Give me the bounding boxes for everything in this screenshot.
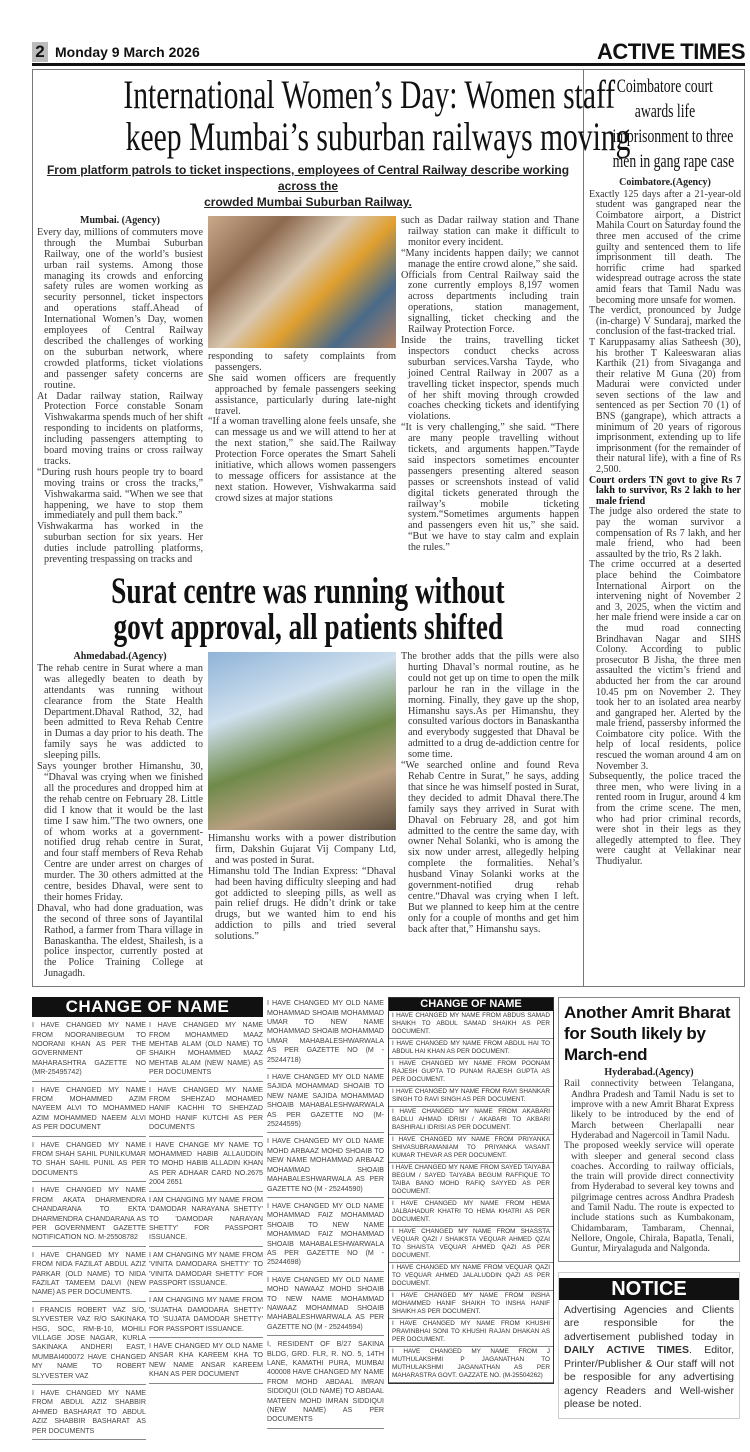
page-header: [32, 40, 745, 66]
headline-line: govt approval, all patients shifted: [113, 607, 503, 648]
notice-text: [559, 1304, 739, 1412]
classified-ad: I HAVE CHANGED MY NAME FROM AKABARI BADLU AHMAD IDRISI / AKABARI TO AKBARI BASHIRALI IDRISI AS PER DOCUMENT.: [389, 1107, 553, 1135]
box-title: CHANGE OF NAME: [389, 998, 553, 1011]
paragraph: The brother adds that the pills were also hurting Dhaval’s normal routine, as he could not get up on time to open the milk parlour he ran in the village in the morning. Finally, they gave up the shop, Himanshu says.As per Himanshu, they consulted various doctors in Banaskantha and everybody suggested that Dhaval be admitted to a drug de-addiction centre for some time.: [401, 651, 579, 761]
classified-list: [149, 1019, 263, 1383]
classified-ad: I HAVE CHANGED MY NAME FROM SAYED TAIYABA BEGUM / SAYED TAIYABA BEGUM RAFFIQUE TO TAIBA BANO MOHD RAFIQ SAYYED AS PER DOCUMENT.: [389, 1163, 553, 1199]
news-frame: [32, 69, 745, 987]
article-column: [401, 652, 579, 936]
classified-ad: I FRANCIS ROBERT VAZ S/O, SLYVESTER VAZ R/O SAKINAKA HSG, SOC, RM-B-10, MOHILI VILLAGE JOSE NAGAR, KURLA SAKINAKA ANDHERI EAST, MUMBAI400072 HAVE CHANGED MY NAME TO ROBERT SLYVESTER VAZ: [32, 1304, 146, 1385]
paragraph: The rehab centre in Surat where a man was allegedly beaten to death by attendants was running without clearance from the State Health Department.Dhaval Rathod, 32, had been admitted to Reva Rehab Centre in Dumas a day prior to his death. The family says he was addicted to sleeping pills.: [37, 662, 203, 762]
classified-column: [32, 1019, 146, 1442]
classified-ad: I AM CHANGING MY NAME FROM 'SUJATHA DAMODARA SHETTY' TO 'SUJATA DAMODAR SHETTY' FOR PASSPORT ISSUANCE.: [149, 1294, 263, 1338]
headline-line: imprisonment to three: [612, 126, 734, 147]
classified-ad: I AM CHANGING MY NAME FROM 'DAMODAR NARAYANA SHETTY' TO 'DAMODAR NARAYAN SHETTY' FOR PASSPORT ISSUANCE.: [149, 1194, 263, 1247]
classified-ad: I HAVE CHANGED MY NAME FROM SHAH SAHIL PUNILKUMAR TO SHAH SAHIL PUNIL AS PER DOCUMENTS: [32, 1139, 146, 1183]
paragraph: At Dadar railway station, Railway Protection Force constable Sonam Vishwakarma spends much of her shift responding to incidents on platforms, including passengers attempting to board moving trains or cross railway tracks.: [37, 390, 203, 467]
headline-line: International Women’s Day: Women staff: [123, 72, 616, 117]
paragraph: Vishwakarma has worked in the suburban section for six years. Her duties include patrolling platforms, preventing trespassing on tracks and: [37, 521, 203, 566]
classified-list: [32, 1019, 146, 1440]
classified-ad: I HAVE CHANGE MY NAME TO MOHAMMED HABIB ALLAUDDIN TO MOHD HABIB ALLADIN KHAN AS PER ADHAAR CARD NO.2675 2004 2651: [149, 1139, 263, 1192]
notice-text-part: . Editor, Printer/Publisher & Our staff will not be resposible for any advertising agency Readers and Well-wisher please be noted.: [564, 1344, 734, 1411]
paragraph: T Karuppasamy alias Satheesh (30), his brother T Kaleeswaran alias Karthik (21) from Sivaganga and their relative M Guna (20) from Madurai were convicted under seven sections of the law and sentenced as per Section 70 (1) of BNS (gangrape), which attracts a minimum of 20 years of rigorous imprisonment, extending up to life imprisonment (for the remainder of their natural life), with a fine of Rs 2,500.: [589, 336, 741, 476]
article-column: [37, 216, 203, 566]
classified-column: [149, 1019, 263, 1385]
crosshead: Court orders TN govt to give Rs 7 lakh to survivor, Rs 2 lakh to her male friend: [589, 474, 741, 507]
photo-rehab-centre: [208, 652, 396, 830]
dateline: Coimbatore.(Agency): [619, 177, 711, 188]
paragraph: “During rush hours people try to board moving trains or cross the tracks,” Vishwakarma said. “When we see that happening, we have to stop them immediately and pull them back.”: [37, 466, 203, 522]
headline-womens-day: [37, 72, 631, 159]
paragraph-list: [37, 664, 203, 980]
classified-list: [267, 997, 384, 1429]
classified-ad: I HAVE CHANGED MY OLD NAME MOHAMMAD FAIZ MOHAMMAD SHOAIB TO NEW NAME MOHAMMAD FAIZ MOHAMMAD SHOAIB MAHABALESHWARWALA AS PER GAZETTE NO (M - 25244698): [267, 1200, 384, 1272]
classified-ad: I, RESIDENT OF B/27 SAKINA BLDG, GRD. FLR, R. NO. 5, 14TH LANE, KAMATHI PURA, MUMBAI 400008 HAVE CHANGED MY NAME FROM MOHD ABDAAL IMRAN SIDDIQUI (OLD NAME) TO ABDAAL MATEEN MOHD IMRAN SIDDIQUI (NEW NAME) AS PER DOCUMENTS: [267, 1338, 384, 1429]
subhead-line: From platform patrols to ticket inspections, employees of Central Railway describe working across the: [46, 163, 570, 193]
classifieds-section: [32, 997, 745, 1442]
classified-ad: I HAVE CHANGED MY OLD NAME SAJIDA MOHAMMAD SHOAIB TO NEW NAME SAJIDA MOHAMMAD SHOAIB MAHABALESHWARWALA AS PER GAZETTE NO (M-25244595): [267, 1071, 384, 1133]
paragraph: Himanshu works with a power distribution firm, Dakshin Gujarat Vij Company Ltd, and was posted in Surat.: [208, 833, 396, 866]
classified-ad: I HAVE CHANGED MY NAME FROM NIDA FAZILAT ABDUL AZIZ PARKAR (OLD NAME) TO NIDA FAZILAT TAMEEM DALVI (NEW NAME) AS PER DOCUMENTS.: [32, 1249, 146, 1302]
paragraph: The verdict, pronounced by Judge (in-charge) V Sundaraj, marked the conclusion of the fast-tracked trial.: [589, 305, 741, 338]
classified-ad: I HAVE CHANGED MY NAME FROM SHEHZAD MOHAMED HANIF KACHHI TO SHEHZAD MOHD HANIF KUTCHI AS PER DOCUMENTS: [149, 1084, 263, 1137]
paragraph: “We searched online and found Reva Rehab Centre in Surat,” he says, adding that since he was himself posted in Surat, they decided to admit Dhaval there.The family says they arrived in Surat with Dhaval on February 28, and got him admitted to the centre the same day, with owner Nehal Solanki, who is among the six now under arrest, allegedly helping complete the formalities. Nehal’s husband Vinay Solanki works at the government-notified drug rehab centre.“Dhaval was crying when I left. But we planned to keep him at the centre only for a couple of months and get him back after that,” Himanshu says.: [401, 760, 579, 935]
headline-surat-centre: [37, 571, 579, 648]
paragraph: Inside the trains, travelling ticket inspectors conduct checks across suburban services.Varsha Tayde, who joined Central Railway in 2007 as a travelling ticket inspector, spends much of her shift moving through crowded coaches checking tickets and identifying violations.: [401, 334, 579, 423]
classified-ad: I AM CHANGING MY NAME FROM 'VINITA DAMODARA SHETTY' TO 'VINITA DAMODAR SHETTY' FOR PASSPORT ISSUANCE.: [149, 1249, 263, 1293]
subheadline-womens-day: [37, 162, 579, 210]
classified-ad: I HAVE CHANGED MY NAME FROM MOHAMMED AZIM NAYEEM ALVI TO MOHAMMED AZIM MOHAMMED NAEEM ALVI AS PER DOCUMENT: [32, 1084, 146, 1137]
dateline: Mumbai. (Agency): [80, 215, 160, 226]
paragraph: Dhaval, who had done graduation, was the second of three sons of Jayantilal Rathod, a farmer from Thara village in Banaskantha. The eldest, Shailesh, is a police inspector, currently posted at the Police Training College at Junagadh.: [37, 902, 203, 980]
classified-ad: I HAVE CHANGED MY NAME FROM HEMA JALBAHADUR KHATRI TO HEMA KHATRI AS PER DOCUMENT.: [389, 1199, 553, 1227]
paragraph: responding to safety complaints from passengers.: [208, 351, 396, 373]
article-column: [37, 652, 203, 980]
classified-ad: I HAVE CHANGED MY NAME FROM SHASSTA VEQUAR QAZI / SHAIKSTA VEQUAR AHMED QZAI TO SHAISTA VEQUAR AHMED QAZI AS PER DOCUMENT.: [389, 1227, 553, 1263]
paragraph-list: [37, 228, 203, 566]
headline-amrit-bharat: Another Amrit Bharat for South likely by March-end: [564, 1003, 731, 1065]
paragraph: The crime occurred at a deserted place behind the Coimbatore International Airport on the intervening night of November 2 and 3, 2025, when the victim and her male friend were inside a car on the mud road connecting Brindhavan Nagar and SIHS Colony. According to public prosecutor B Jisha, the three men assaulted the victim’s friend and abducted her from the car around 10.45 pm on November 2. They took her to an isolated area nearby and gangraped her. Alerted by the male friend, passersby informed the Coimbatore city police. With the help of local residents, police rescued the woman around 4 am on November 3.: [589, 559, 741, 772]
article-column: [208, 216, 396, 505]
notice-paper-name: DAILY ACTIVE TIMES: [564, 1344, 690, 1357]
paragraph: The proposed weekly service will operate with sleeper and general second class coaches. According to railway officials, the train will provide direct connectivity from Hyderabad to several key towns and pilgrimage centres across Andhra Pradesh and Tamil Nadu. The route is expected to include stations such as Kumbakonam, Chidambaram, Tambaram, Chennai, Nellore, Ongole, Chirala, Bapatla, Tenali, Guntur, Miryalaguda and Nalgonda.: [564, 1140, 734, 1255]
classified-ad: I HAVE CHANGED MY OLD NAME MOHAMMAD SHOAIB MOHAMMAD UMAR TO NEW NAME MOHAMMAD SHOAIB MOHAMMAD UMAR MAHABALESHWARWALA AS PER GAZETTE NO (M - 25244718): [267, 997, 384, 1069]
paragraph: The judge also ordered the state to pay the woman survivor a compensation of Rs 7 lakh, and her male friend, who had been assaulted by the trio, Rs 2 lakh.: [589, 506, 741, 560]
paragraph-list: [208, 834, 396, 943]
paragraph-list: [401, 652, 579, 936]
paragraph: She said women officers are frequently approached by female passengers seeking assistance, particularly during late-night travel.: [208, 372, 396, 417]
article-column: [401, 216, 579, 554]
classified-ad: I HAVE CHANGED MY NAME FROM MOHAMMED MAAZ MEHTAB ALAM (OLD NAME) TO SHAIKH MOHAMMED MAAZ MEHTAB ALAM (NEW NAME) AS PER DOCUMENTS: [149, 1019, 263, 1081]
classified-ad: I HAVE CHANGED MY NAME FROM NOORANIBEGUM TO NOORANI KHAN AS PER THE GOVERNMENT OF MAHARASHTRA GAZETTE NO (MR-25495742): [32, 1019, 146, 1081]
change-of-name-banner: CHANGE OF NAME: [32, 997, 263, 1017]
paragraph: such as Dadar railway station and Thane railway station can make it difficult to monitor every incident.: [401, 215, 579, 248]
classified-ad: I HAVE CHANGED MY NAME FROM KHUSHI PRAVINBHAI SONI TO KHUSHI RAJAN DHAKAN AS PER DOCUMENT.: [389, 1319, 553, 1347]
classified-ad: I HAVE CHANGED MY NAME FROM ABDUS SAMAD SHAIKH TO ABDUL SAMAD SHAIKH AS PER DOCUMENT.: [389, 1011, 553, 1039]
classified-column: [267, 997, 384, 1431]
classified-ad: I HAVE CHANGED MY OLD NAME MOHD NAWAAZ MOHD SHOAIB TO NEW NAME MOHAMMAD NAWAAZ MOHAMMAD SHOAIB MAHABALESHWARWALA AS PER GAZETTE NO (M - 25244594): [267, 1274, 384, 1336]
bottom-right-column: [558, 997, 740, 1418]
paragraph-list: [589, 190, 741, 476]
classified-ad: I HAVE CHANGED MY NAME FROM ABDUL AZIZ SHABBIR AHMED BASHARAT TO ABDUL AZIZ SHABBIR BASHARAT AS PER DOCUMENTS: [32, 1387, 146, 1440]
subhead-line: crowded Mumbai Suburban Railway.: [204, 195, 412, 209]
classified-ad: I HAVE CHANGED MY NAME FROM RAVI SHANKAR SINGH TO RAVI SINGH AS PER DOCUMENT.: [389, 1087, 553, 1107]
paragraph-list: [208, 352, 396, 505]
paragraph: Himanshu told The Indian Express: “Dhaval had been having difficulty sleeping and had got addicted to sleeping pills, as well as pain relief drugs. He didn’t drink or take drugs, but we wanted him to end his addiction to pills and tried several solutions.”: [208, 865, 396, 943]
classified-ad: I HAVE CHANGED MY OLD NAME ANSAR KHA KAREEM KHA TO NEW NAME ANSAR KAREEM KHAN AS PER DOCUMENT: [149, 1340, 263, 1384]
issue-date: Monday 9 March 2026: [55, 43, 200, 60]
article-coimbatore: [584, 70, 745, 986]
article-column: [589, 178, 741, 868]
headline-line: Coimbatore court: [616, 76, 714, 97]
paragraph: Rail connectivity between Telangana, Andhra Pradesh and Tamil Nadu is set to improve with a new Amrit Bharat Express likely to be introduced by the end of March between Cherlapalli near Hyderabad and Nagercoil in Tamil Nadu.: [564, 1078, 734, 1141]
paragraph: Says younger brother Himanshu, 30, “Dhaval was crying when we finished all the procedures and dropped him at the rehab centre on February 28. Little did I know that it would be the last time I saw him.”The two owners, one of whom works at a government-notified drug rehab centre in Surat, and four staff members of Reva Rehab Centre are under arrest on charges of murder. The 30 others admitted at the centre, besides Dhaval, were sent to their homes Friday.: [37, 761, 203, 903]
classified-ad: I HAVE CHANGED MY NAME FROM POONAM RAJESH GUPTA TO PUNAM RAJESH GUPTA AS PER DOCUMENT.: [389, 1059, 553, 1087]
classified-ad: I HAVE CHANGED MY NAME FROM VEQUAR QAZI TO VEQUAR AHMED JALALUDDIN QAZI AS PER DOCUMENT.: [389, 1263, 553, 1291]
article-column: [208, 652, 396, 943]
article-womens-day: [37, 216, 579, 566]
masthead: ACTIVE TIMES: [596, 38, 745, 64]
article-surat-centre: [37, 652, 579, 980]
paragraph: “It is very challenging,” she said. “There are many people travelling without tickets, and arguments happen.”Tayde said inspectors sometimes encounter passengers presenting altered season passes or screenshots instead of valid digital tickets generated through the railway’s mobile ticketing system.“Sometimes arguments happen and passengers even hit us,” she said. “But we have to stay calm and explain the rules.”: [401, 422, 579, 554]
photo-women-railway-staff: [208, 216, 396, 348]
paragraph: “If a woman travelling alone feels unsafe, she can message us and we will attend to her at the next station,” she said.The Railway Protection Force operates the Smart Saheli initiative, which allows women passengers to message officers for assistance at the next station. However, Vishwakarma said crowd sizes at major stations: [208, 416, 396, 504]
classified-ad: I HAVE CHANGED MY NAME FROM INSHA MOHAMMED HANIF SHAIKH TO INSHA HANIF SHAIKH AS PER DOCUMENT.: [389, 1291, 553, 1319]
headline-line: keep Mumbai’s suburban railways moving: [125, 114, 631, 159]
paragraph: Officials from Central Railway said the zone currently employs 8,197 women across departments including train operations, station management, signalling, ticket checking and the Railway Protection Force.: [401, 269, 579, 336]
paragraph-list: [401, 216, 579, 554]
classified-list: [389, 1011, 553, 1383]
headline-line: men in gang rape case: [612, 151, 735, 172]
notice-box: [558, 1272, 740, 1419]
classified-ad: I HAVE CHANGED MY NAME FROM AKATA DHARMENDRA CHANDARANA TO EKTA DHARMENDRA CHANDARANA AS PER GOVERNMENT GAZETTE NOTIFICATION NO. M-25508782: [32, 1184, 146, 1246]
paragraph: “Many incidents happen daily; we cannot manage the entire crowd alone,” she said.: [401, 247, 579, 270]
headline-line: awards life: [634, 101, 696, 122]
notice-title: NOTICE: [559, 1278, 739, 1300]
paragraph-list: [564, 1079, 734, 1254]
dateline: Hyderabad.(Agency): [604, 1067, 694, 1079]
classified-ad: I HAVE CHANGED MY OLD NAME MOHD ARBAAZ MOHD SHOAIB TO NEW NAME MOHAMMAD ARBAAZ MOHAMMAD SHOAIB MAHABALESHWARWALA AS PER GAZETTE NO (M - 25244590): [267, 1135, 384, 1197]
paragraph-list: [589, 507, 741, 867]
classified-ad: I HAVE CHANGED MY NAME FROM ABDUL HAI TO ABDUL HAI KHAN AS PER DOCUMENT.: [389, 1039, 553, 1059]
paragraph: Exactly 125 days after a 21-year-old student was gangraped near the Coimbatore airport, a District Mahila Court on Saturday found the three men accused of the crime guilty and sentenced them to life imprisonment till death. The horrific crime had sparked widespread outrage across the state amid fears that Tamil Nadu was becoming more unsafe for women.: [589, 188, 741, 306]
page-number: 2: [32, 42, 48, 62]
dateline: Ahmedabad.(Agency): [73, 651, 167, 662]
main-stories: [33, 70, 631, 986]
change-of-name-box: [388, 997, 554, 1384]
classifieds-left: [32, 997, 263, 1442]
paragraph: Every day, millions of commuters move through the Mumbai Suburban Railway, one of the world’s busiest urban rail systems. Among those managing its crowds and enforcing safety rules are women working as security personnel, ticket inspectors and operations staff.Ahead of International Women’s Day, women employees of Central Railway described the challenges of working on the suburban network, where crowded platforms, ticket violations and passenger safety concerns are routine.: [37, 226, 203, 391]
paragraph: Subsequently, the police traced the three men, who were living in a rented room in Irugur, around 4 km from the crime scene. The men, who had prior criminal records, were shot in their legs as they allegedly attempted to flee. They were caught at Vellakinar near Thudiyalur.: [589, 771, 741, 867]
article-amrit-bharat: [558, 997, 740, 1261]
article-column: [564, 1068, 734, 1254]
headline-line: Surat centre was running without: [111, 571, 505, 612]
notice-text-part: Advertising Agencies and Clients are responsible for the advertisement published today in: [564, 1303, 734, 1343]
classified-ad: I HAVE CHANGED MY NAME FROM PRIYANKA SHIVASUBRAMANIAM TO PRIYANKA VASANT KUMAR THEVAR AS PER DOCUMENT.: [389, 1135, 553, 1163]
classified-ad: I HAVE CHANGED MY NAME FROM J MUTHULAKSHMI P JAGANATHAN TO MUTHULAKSHMI JAGANATHAN AS PER MAHARASTRA GOVT. GAZZATE NO. (M-25504262): [389, 1347, 553, 1383]
